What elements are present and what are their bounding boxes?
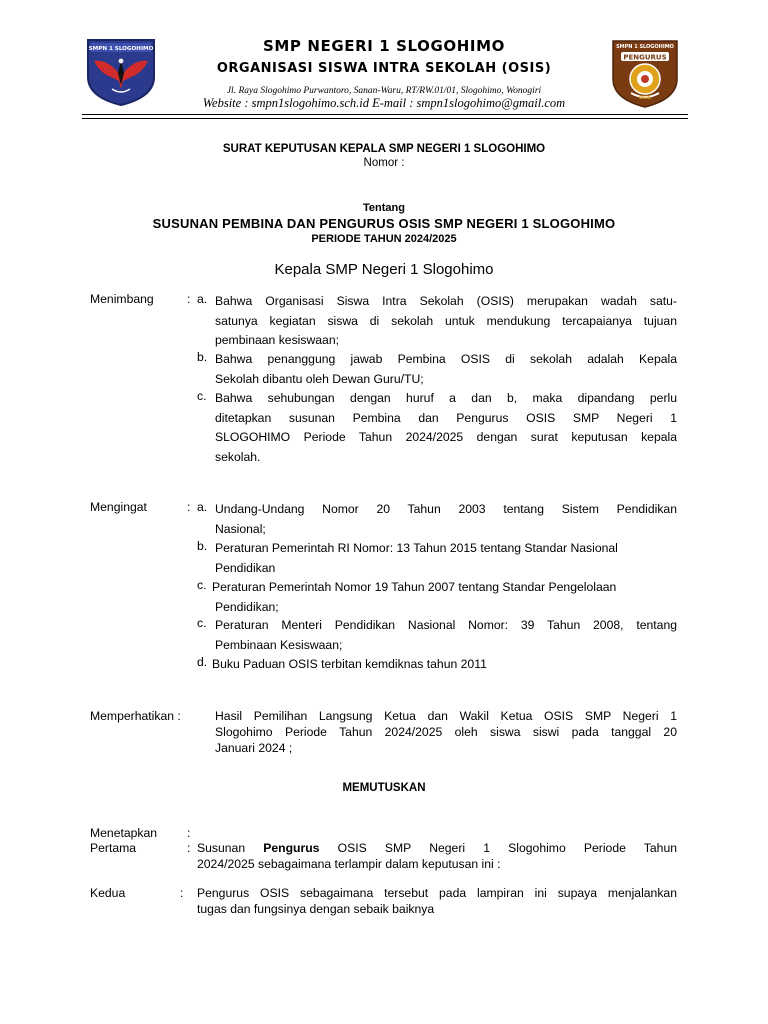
mengingat-a-line: Undang-Undang Nomor 20 Tahun 2003 tentang Sistem Pendidikan <box>215 502 677 516</box>
kedua-line: Pengurus OSIS sebagaimana tersebut pada lampiran ini supaya menjalankan <box>197 886 677 900</box>
mengingat-b-line: Peraturan Pemerintah RI Nomor: 13 Tahun 2015 tentang Standar Nasional <box>215 541 618 555</box>
mengingat-c-line: Pendidikan; <box>215 599 279 614</box>
menimbang-c-line: ditetapkan susunan Pembina dan Pengurus OSIS SMP Negeri 1 <box>215 410 677 425</box>
school-address: Jl. Raya Slogohimo Purwantoro, Sanan-Waru, RT/RW.01/01, Slogohimo, Wonogiri <box>226 86 542 96</box>
memperhatikan-line: Januari 2024 ; <box>215 741 293 755</box>
mengingat-c2-letter: c. <box>197 616 207 630</box>
menimbang-label: Menimbang <box>90 292 154 306</box>
mengingat-c2-line: Pembinaan Kesiswaan; <box>215 637 343 652</box>
mengingat-d-line: Buku Paduan OSIS terbitan kemdiknas tahun 2011 <box>212 657 487 671</box>
memperhatikan-line: Hasil Pemilihan Langsung Ketua dan Wakil Ketua OSIS SMP Negeri 1 <box>215 709 677 723</box>
letterhead-rule-thick <box>82 114 688 115</box>
menimbang-a-letter: a. <box>197 292 208 306</box>
memutuskan-heading: MEMUTUSKAN <box>342 782 426 794</box>
menimbang-a-line: satunya kegiatan siswa di sekolah untuk mendukung tercapaianya tujuan <box>215 313 677 328</box>
menimbang-c-letter: c. <box>197 389 207 403</box>
decree-issuer: Kepala SMP Negeri 1 Slogohimo <box>274 261 494 278</box>
mengingat-a-line: Nasional; <box>215 521 266 536</box>
mengingat-b-letter: b. <box>197 539 208 553</box>
decree-title: SURAT KEPUTUSAN KEPALA SMP NEGERI 1 SLOGOHIMO <box>222 143 546 155</box>
decree-period: PERIODE TAHUN 2024/2025 <box>311 233 457 245</box>
mengingat-colon: : <box>187 500 191 514</box>
school-contact: Website : smpn1slogohimo.sch.id E-mail : smpn1slogohimo@gmail.com <box>202 96 566 110</box>
menimbang-colon: : <box>187 292 191 306</box>
pertama-suffix: OSIS SMP Negeri 1 Slogohimo Periode Tahun <box>319 841 677 855</box>
right-logo-caption: SMPN 1 SLOGOHIMO <box>616 44 674 50</box>
pertama-line <box>197 840 677 856</box>
letterhead-rule-thin <box>82 118 688 119</box>
tentang-label: Tentang <box>363 202 405 214</box>
kedua-line: tugas dan fungsinya dengan sebaik baiknya <box>197 902 435 916</box>
mengingat-c2-line: Peraturan Menteri Pendidikan Nasional Nomor: 39 Tahun 2008, tentang <box>215 618 677 632</box>
menetapkan-label: Menetapkan <box>90 826 158 840</box>
menimbang-b-line: Sekolah dibantu oleh Dewan Guru/TU; <box>215 371 424 386</box>
menimbang-c-line: SLOGOHIMO Periode Tahun 2024/2025 dengan surat keputusan kepala <box>215 430 677 444</box>
pertama-prefix: Susunan <box>197 841 264 855</box>
menimbang-c-line: sekolah. <box>215 449 261 464</box>
mengingat-c-line: Peraturan Pemerintah Nomor 19 Tahun 2007 tentang Standar Pengelolaan <box>212 580 617 594</box>
school-name: SMP NEGERI 1 SLOGOHIMO <box>263 37 505 55</box>
kedua-label: Kedua <box>90 886 126 900</box>
decree-number: Nomor : <box>363 157 405 169</box>
right-logo-bottom: OSIS <box>639 96 651 101</box>
decree-subject: SUSUNAN PEMBINA DAN PENGURUS OSIS SMP NEGERI 1 SLOGOHIMO <box>152 216 616 231</box>
mengingat-label: Mengingat <box>90 500 147 514</box>
memperhatikan-line: Slogohimo Periode Tahun 2024/2025 oleh siswa siswi pada tanggal 20 <box>215 725 677 739</box>
mengingat-c-letter: c. <box>197 578 207 592</box>
memperhatikan-label: Memperhatikan : <box>90 709 181 723</box>
pertama-line2: 2024/2025 sebagaimana terlampir dalam keputusan ini : <box>197 857 501 871</box>
org-name: ORGANISASI SISWA INTRA SEKOLAH (OSIS) <box>216 61 552 76</box>
menetapkan-colon: : <box>187 826 191 840</box>
menimbang-b-letter: b. <box>197 350 208 364</box>
menimbang-c-line: Bahwa sehubungan dengan huruf a dan b, maka dipandang perlu <box>215 391 677 405</box>
menimbang-a-line: pembinaan kesiswaan; <box>215 333 339 347</box>
pertama-bold: Pengurus <box>263 841 320 855</box>
mengingat-b-line: Pendidikan <box>215 560 276 575</box>
mengingat-d-letter: d. <box>197 655 208 669</box>
menimbang-a-line: Bahwa Organisasi Siswa Intra Sekolah (OSIS) merupakan wadah satu- <box>215 294 677 308</box>
menimbang-b-line: Bahwa penanggung jawab Pembina OSIS di sekolah adalah Kepala <box>215 352 677 366</box>
pertama-colon: : <box>187 841 191 855</box>
mengingat-a-letter: a. <box>197 500 208 514</box>
right-logo-banner: PENGURUS <box>623 53 667 62</box>
kedua-colon: : <box>180 886 184 900</box>
left-logo-caption: SMPN 1 SLOGOHIMO <box>88 46 154 52</box>
pertama-label: Pertama <box>90 841 137 855</box>
